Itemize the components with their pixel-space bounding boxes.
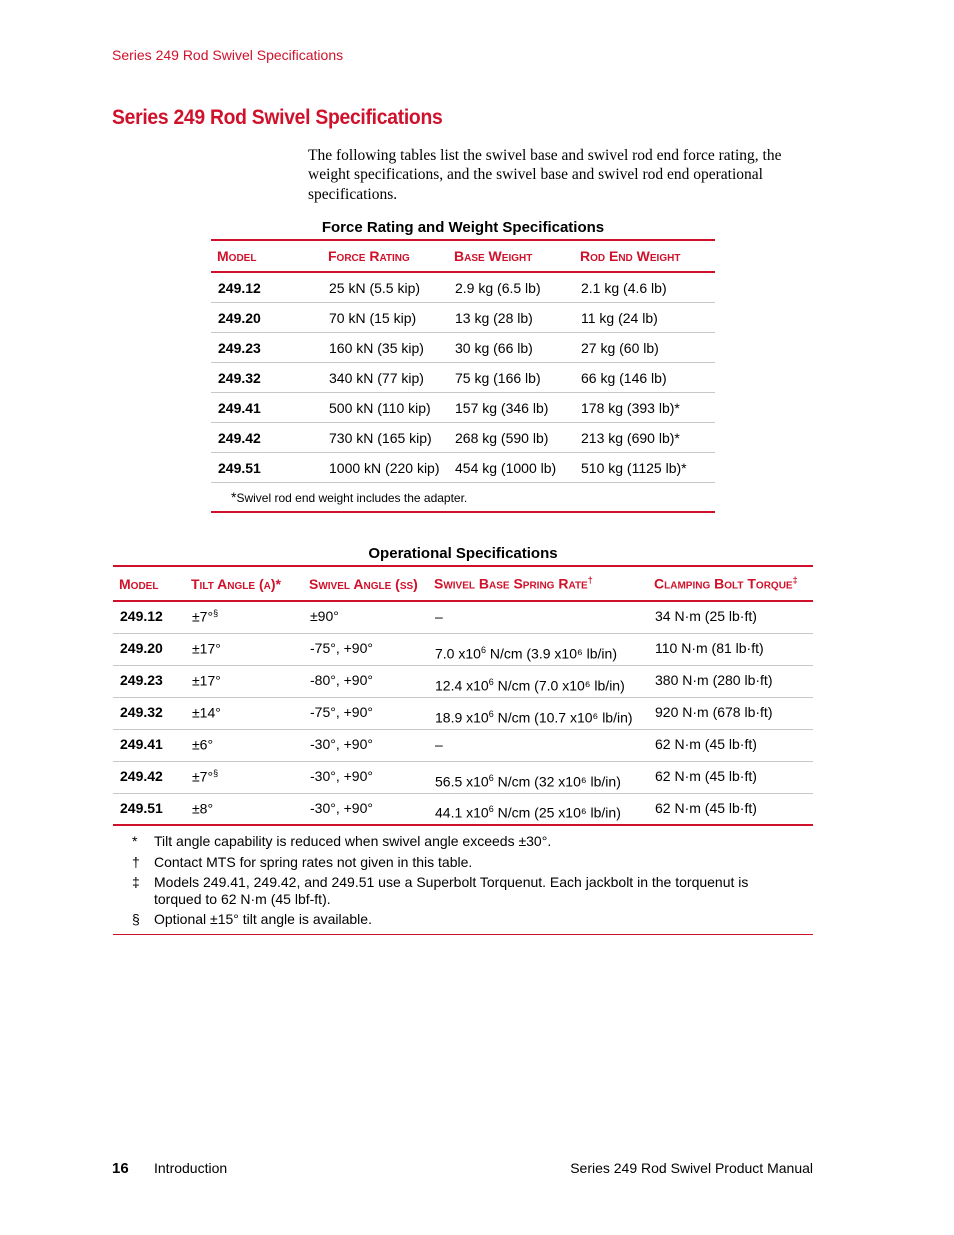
table-note-row [211,483,715,513]
model-cell: 249.12 [113,601,185,633]
swivel-angle-cell: -30°, +90° [303,729,428,761]
model-cell: 249.32 [113,697,185,729]
rate-value: 56.5 x10 [435,773,489,790]
rate-unit: N/cm (7.0 x10⁶ lb/in) [493,677,625,694]
tilt-angle-cell [185,633,303,665]
footnote-divider [113,934,813,935]
spring-rate-cell [428,665,648,697]
base-weight-cell: 75 kg (166 lb) [448,363,574,393]
footnote-symbol: § [132,911,140,927]
model-cell: 249.12 [211,272,322,303]
rate-unit: N/cm (10.7 x10⁶ lb/in) [493,709,633,726]
base-weight-cell: 454 kg (1000 lb) [448,453,574,483]
rate-unit: N/cm (32 x10⁶ lb/in) [493,773,621,790]
force-rating-cell: 25 kN (5.5 kip) [322,272,448,303]
rate-exponent: 6 [488,804,494,815]
double-dagger-mark: ‡ [792,575,798,586]
model-cell: 249.23 [211,333,322,363]
rate-value: – [435,736,443,753]
bolt-torque-cell: 110 N·m (81 lb·ft) [648,633,813,665]
spring-rate-cell [428,793,648,825]
intro-paragraph: The following tables list the swivel base and swivel rod end force rating, the weight specifications, and the swivel base and swivel rod end operational specifications. [308,147,782,203]
tilt-value: ±8° [192,800,214,817]
swivel-angle-cell: -30°, +90° [303,761,428,793]
force-rating-cell: 340 kN (77 kip) [322,363,448,393]
bolt-torque-label: Clamping Bolt Torque [654,575,793,592]
rod-end-weight-cell: 27 kg (60 lb) [574,333,715,363]
model-cell: 249.20 [211,303,322,333]
column-header-force-rating: Force Rating [322,240,448,272]
force-weight-table-caption: Force Rating and Weight Specifications [321,219,605,236]
column-header-spring-rate [428,566,648,601]
force-rating-cell: 730 kN (165 kip) [322,423,448,453]
table-row [211,272,715,303]
rate-exponent: 6 [488,772,494,783]
note-text: Swivel rod end weight includes the adapter. [236,491,468,505]
operational-table [113,565,813,826]
rate-value: 12.4 x10 [435,677,489,694]
bolt-torque-cell: 920 N·m (678 lb·ft) [648,697,813,729]
table-row [211,453,715,483]
spring-rate-label: Swivel Base Spring Rate [434,575,588,592]
model-cell: 249.32 [211,363,322,393]
tilt-angle-cell [185,729,303,761]
table-row [113,633,813,665]
rod-end-weight-cell: 178 kg (393 lb)* [574,393,715,423]
table-row [211,363,715,393]
spring-rate-cell [428,729,648,761]
bolt-torque-cell: 34 N·m (25 lb·ft) [648,601,813,633]
force-rating-cell: 1000 kN (220 kip) [322,453,448,483]
page-title: Series 249 Rod Swivel Specifications [112,106,443,129]
column-header-model: Model [113,566,185,601]
footnote-text: Optional ±15° tilt angle is available. [154,911,372,927]
rate-unit: N/cm (25 x10⁶ lb/in) [493,805,621,821]
table-note [211,483,715,513]
dagger-mark: † [587,575,593,586]
footer-manual-title: Series 249 Rod Swivel Product Manual [570,1160,813,1176]
model-cell: 249.23 [113,665,185,697]
tilt-angle-cell [185,761,303,793]
table-row [113,761,813,793]
model-cell: 249.42 [211,423,322,453]
footnote-symbol: † [132,854,140,870]
rod-end-weight-cell: 2.1 kg (4.6 lb) [574,272,715,303]
model-cell: 249.41 [211,393,322,423]
base-weight-cell: 2.9 kg (6.5 lb) [448,272,574,303]
footer-section: Introduction [154,1160,228,1176]
rod-end-weight-cell: 66 kg (146 lb) [574,363,715,393]
swivel-angle-cell: -30°, +90° [303,793,428,825]
base-weight-cell: 30 kg (66 lb) [448,333,574,363]
bolt-torque-cell: 380 N·m (280 lb·ft) [648,665,813,697]
table-row [113,697,813,729]
footnote-text: Tilt angle capability is reduced when swivel angle exceeds ±30°. [154,833,552,849]
column-header-swivel-angle: Swivel Angle (ß) [303,566,428,601]
table-header-row [113,566,813,601]
model-cell: 249.51 [113,793,185,825]
model-cell: 249.42 [113,761,185,793]
rod-end-weight-cell: 213 kg (690 lb)* [574,423,715,453]
table-row [113,729,813,761]
model-cell: 249.20 [113,633,185,665]
model-cell: 249.51 [211,453,322,483]
rate-value: 44.1 x10 [435,805,489,821]
footnote-symbol: ‡ [132,874,140,890]
rod-end-weight-cell: 510 kg (1125 lb)* [574,453,715,483]
tilt-value: ±17° [192,640,221,657]
swivel-angle-cell: -75°, +90° [303,633,428,665]
section-mark: § [213,767,219,778]
base-weight-cell: 157 kg (346 lb) [448,393,574,423]
swivel-angle-cell: -75°, +90° [303,697,428,729]
bolt-torque-cell: 62 N·m (45 lb·ft) [648,729,813,761]
table-row [113,601,813,633]
rod-end-weight-cell: 11 kg (24 lb) [574,303,715,333]
footnote-text: Models 249.41, 249.42, and 249.51 use a Superbolt Torquenut. Each jackbolt in the torquenut is torqued to 62 N·m (45 lbf-ft). [154,874,749,907]
tilt-angle-cell [185,665,303,697]
column-header-base-weight: Base Weight [448,240,574,272]
tilt-value: ±14° [192,704,221,721]
footnote-symbol: * [132,833,138,849]
tilt-value: ±6° [192,736,214,753]
column-header-model: Model [211,240,322,272]
base-weight-cell: 268 kg (590 lb) [448,423,574,453]
section-mark: § [213,608,219,618]
rate-value: – [435,608,443,625]
spring-rate-cell [428,601,648,633]
running-head: Series 249 Rod Swivel Specifications [112,47,344,63]
tilt-value: ±7° [192,608,214,625]
swivel-angle-cell: ±90° [303,601,428,633]
force-weight-table [211,239,715,513]
footnote-text: Contact MTS for spring rates not given in this table. [154,854,473,870]
rate-exponent: 6 [480,644,486,655]
tilt-angle-cell [185,697,303,729]
page-number: 16 [112,1160,129,1177]
tilt-angle-cell [185,601,303,633]
table-row [211,303,715,333]
table-row [113,665,813,697]
force-rating-cell: 160 kN (35 kip) [322,333,448,363]
table-header-row [211,240,715,272]
tilt-value: ±17° [192,672,221,689]
bolt-torque-cell: 62 N·m (45 lb·ft) [648,793,813,825]
swivel-angle-cell: -80°, +90° [303,665,428,697]
force-rating-cell: 500 kN (110 kip) [322,393,448,423]
spring-rate-cell [428,697,648,729]
tilt-value: ±7° [192,768,214,785]
column-header-rod-end-weight: Rod End Weight [574,240,715,272]
bolt-torque-cell: 62 N·m (45 lb·ft) [648,761,813,793]
column-header-bolt-torque [648,566,813,601]
rate-unit: N/cm (3.9 x10⁶ lb/in) [485,645,617,662]
table-row [211,423,715,453]
rate-value: 18.9 x10 [435,709,489,726]
rate-exponent: 6 [488,676,494,687]
spring-rate-cell [428,633,648,665]
force-rating-cell: 70 kN (15 kip) [322,303,448,333]
rate-value: 7.0 x10 [435,645,481,662]
table-row [211,333,715,363]
note-mark: * [231,489,237,505]
base-weight-cell: 13 kg (28 lb) [448,303,574,333]
operational-table-caption: Operational Specifications [368,545,558,562]
column-header-tilt-angle: Tilt Angle (α)* [185,566,303,601]
table-row [113,793,813,825]
rate-exponent: 6 [488,708,494,719]
model-cell: 249.41 [113,729,185,761]
table-row [211,393,715,423]
tilt-angle-cell [185,793,303,825]
spring-rate-cell [428,761,648,793]
